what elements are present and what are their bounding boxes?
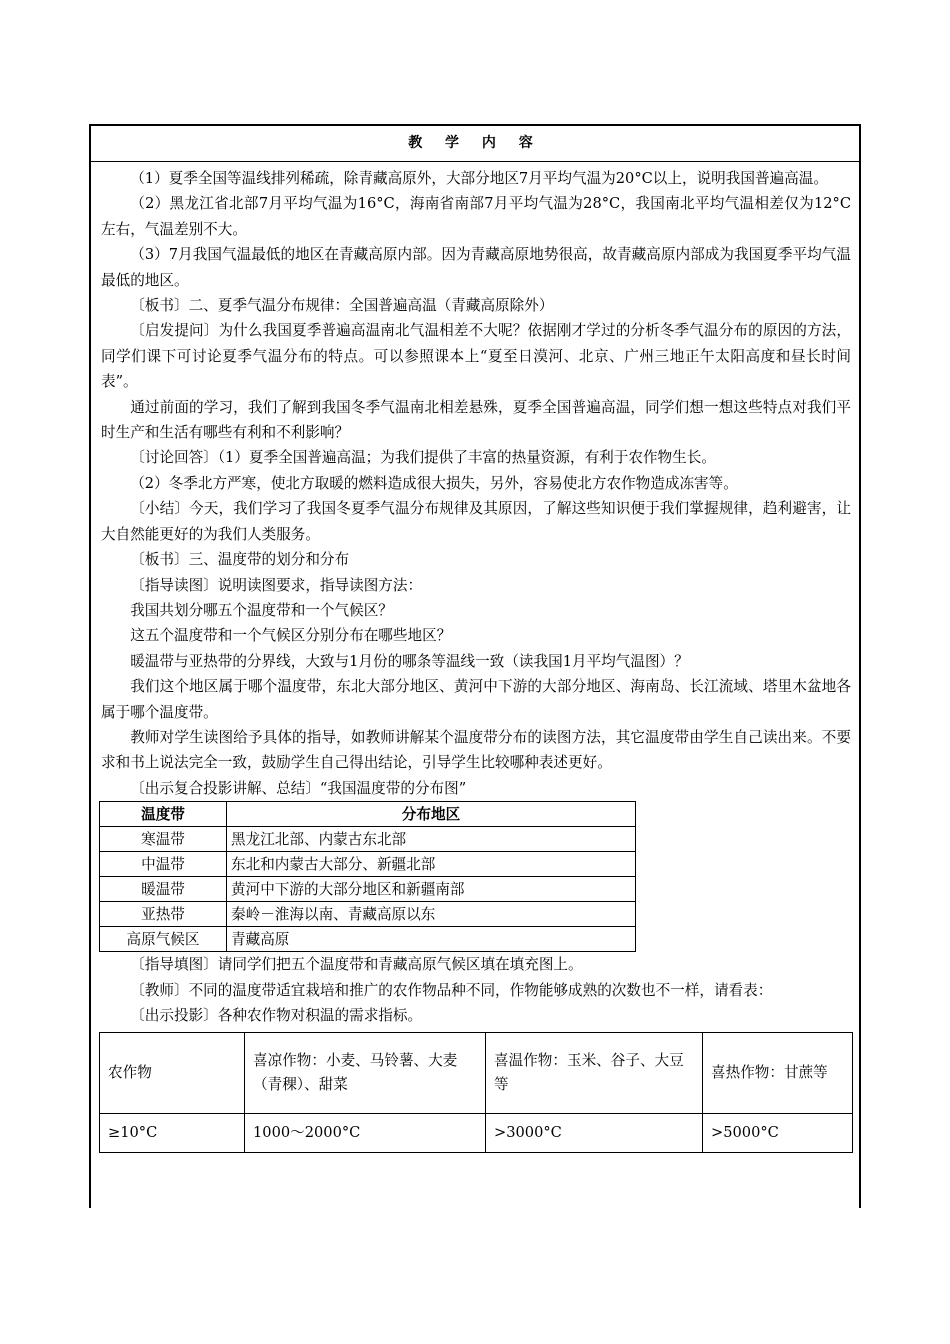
- table-cell: 喜热作物：甘蔗等: [703, 1033, 853, 1114]
- table-cell: >5000°C: [703, 1114, 853, 1153]
- table-cell: 1000～2000°C: [245, 1114, 486, 1153]
- zone-name: 中温带: [100, 852, 227, 877]
- paragraph: 〔教师〕不同的温度带适宜栽培和推广的农作物品种不同，作物能够成熟的次数也不一样，请看表：: [130, 981, 773, 999]
- table-row: [100, 902, 636, 927]
- table-header-row: [100, 802, 636, 827]
- paragraph: 通过前面的学习，我们了解到我国冬季气温南北相差悬殊，夏季全国普遍高温，同学们想一想这些特点对我们平时生产和生活有哪些有利和不利影响？: [101, 398, 851, 442]
- paragraph: 〔讨论回答〕（1）夏季全国普遍高温；为我们提供了丰富的热量资源，有利于农作物生长。: [130, 449, 716, 467]
- table-cell: >3000°C: [486, 1114, 703, 1153]
- zone-name: 高原气候区: [100, 927, 227, 952]
- paragraph: （2）冬季北方严寒，使北方取暖的燃料造成很大损失，另外，容易使北方农作物造成冻害等。: [130, 474, 738, 492]
- paragraph: 〔启发提问〕为什么我国夏季普遍高温南北气温相差不大呢？依据刚才学过的分析冬季气温分布的原因的方法，同学们课下可讨论夏季气温分布的特点。可以参照课本上“夏至日漠河、北京、广州三地正午太阳高度和昼长时间表”。: [101, 322, 851, 391]
- paragraph: 〔出示复合投影讲解、总结〕“我国温度带的分布图”: [130, 779, 467, 797]
- table-row: [100, 827, 636, 852]
- table-row: [100, 1114, 853, 1153]
- zone-region: 青藏高原: [227, 927, 636, 952]
- crop-temperature-table: [99, 1032, 853, 1153]
- paragraph: 这五个温度带和一个气候区分别分布在哪些地区？: [130, 627, 452, 645]
- paragraph: 我国共划分哪五个温度带和一个气候区？: [130, 601, 393, 619]
- zone-region: 黑龙江北部、内蒙古东北部: [227, 827, 636, 852]
- paragraph: （1）夏季全国等温线排列稀疏，除青藏高原外，大部分地区7月平均气温为20°C以上，说明我国普遍高温。: [130, 170, 828, 187]
- table-cell: 农作物: [100, 1033, 245, 1114]
- table-cell: 喜温作物：玉米、谷子、大豆等: [486, 1033, 703, 1114]
- table-row: [100, 877, 636, 902]
- temperature-zones-table: [99, 801, 636, 952]
- paragraph: 〔出示投影〕各种农作物对积温的需求指标。: [130, 1006, 423, 1024]
- lesson-content: [91, 162, 859, 1153]
- paragraph: （2）黑龙江省北部7月平均气温为16°C，海南省南部7月平均气温为28°C，我国南北平均气温相差仅为12°C左右，气温差别不大。: [101, 195, 851, 238]
- paragraph: 我们这个地区属于哪个温度带，东北大部分地区、黄河中下游的大部分地区、海南岛、长江流域、塔里木盆地各属于哪个温度带。: [101, 678, 851, 721]
- zone-region: 秦岭－淮海以南、青藏高原以东: [227, 902, 636, 927]
- zone-region: 东北和内蒙古大部分、新疆北部: [227, 852, 636, 877]
- paragraph: 〔指导填图〕请同学们把五个温度带和青藏高原气候区填在填充图上。: [130, 956, 583, 974]
- paragraph: 〔小结〕今天，我们学习了我国冬夏季气温分布规律及其原因，了解这些知识便于我们掌握规律，趋利避害，让大自然能更好的为我们人类服务。: [101, 500, 851, 543]
- paragraph: 暖温带与亚热带的分界线，大致与1月份的哪条等温线一致（读我国1月平均气温图）？: [130, 652, 689, 670]
- table-row: [100, 927, 636, 952]
- content-header: [91, 126, 859, 162]
- paragraph: （3）7月我国气温最低的地区在青藏高原内部。因为青藏高原地势很高，故青藏高原内部成为我国夏季平均气温最低的地区。: [101, 246, 851, 289]
- zone-name: 暖温带: [100, 877, 227, 902]
- paragraph: 〔指导读图〕说明读图要求，指导读图方法：: [130, 576, 423, 594]
- table-row: [100, 1033, 853, 1114]
- paragraph: 〔板书〕二、夏季气温分布规律：全国普遍高温（青藏高原除外）: [130, 297, 554, 315]
- zone-region: 黄河中下游的大部分地区和新疆南部: [227, 877, 636, 902]
- table-cell: 喜凉作物：小麦、马铃薯、大麦（青稞）、甜菜: [245, 1033, 486, 1114]
- column-header: 分布地区: [227, 802, 636, 827]
- lesson-frame: [89, 124, 861, 1208]
- zone-name: 寒温带: [100, 827, 227, 852]
- zone-name: 亚热带: [100, 902, 227, 927]
- column-header: 温度带: [100, 802, 227, 827]
- paragraph: 〔板书〕三、温度带的划分和分布: [130, 551, 350, 569]
- header-title: 教 学 内 容: [408, 135, 542, 151]
- table-row: [100, 852, 636, 877]
- paragraph: 教师对学生读图给予具体的指导，如教师讲解某个温度带分布的读图方法，其它温度带由学生自己读出来。不要求和书上说法完全一致，鼓励学生自己得出结论，引导学生比较哪种表述更好。: [101, 728, 851, 772]
- table-cell: ≥10°C: [100, 1114, 245, 1153]
